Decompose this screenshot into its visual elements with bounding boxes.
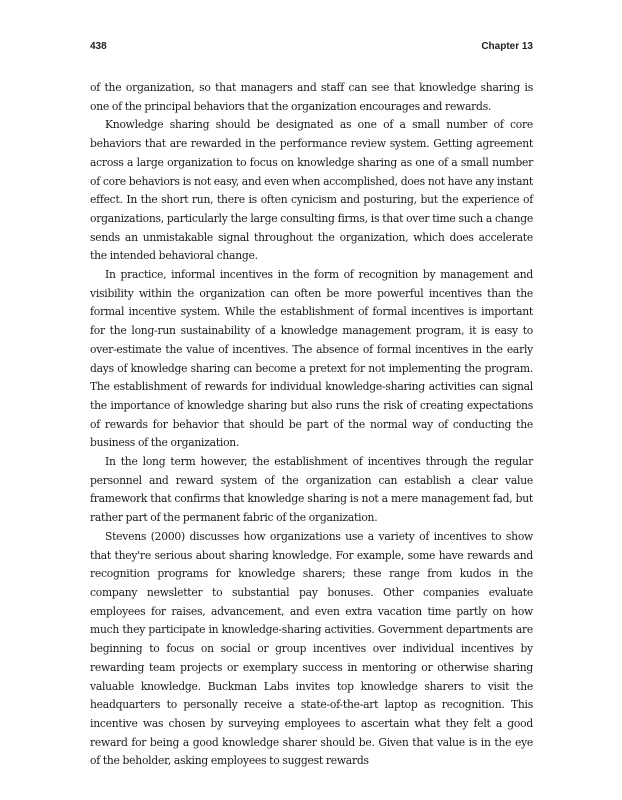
- paragraph-informal-incentives: In practice, informal incentives in the form of recognition by management and visibility within the organization can often be more powerful incentives than the formal incentive system. While the establishment of formal incentives is important for the long-run sustainability of a knowledge management program, it is easy to over-estimate the value of incentives. The absence of formal incentives in the early days of knowledge sharing can become a pretext for not implementing the program. The establishment of rewards for individual knowledge-sharing activities can signal the importance of knowledge sharing but also runs the risk of creating expectations of rewards for behavior that should be part of the normal way of conducting the business of the organization.: [90, 268, 533, 450]
- body-text: [90, 79, 533, 771]
- chapter-label: Chapter 13: [481, 41, 533, 52]
- running-header: [90, 41, 533, 55]
- paragraph-continuation: of the organization, so that managers and staff can see that knowledge sharing is one of the principal behaviors that the organization encourages and rewards.: [90, 81, 533, 113]
- paragraph-long-term: In the long term however, the establishment of incentives through the regular personnel and reward system of the organization can establish a clear value framework that confirms that knowledge sharing is not a mere management fad, but rather part of the permanent fabric of the organization.: [90, 455, 533, 525]
- paragraph-core-behaviors: Knowledge sharing should be designated as one of a small number of core behaviors that are rewarded in the performance review system. Getting agreement across a large organization to focus on knowledge sharing as one of a small number of core behaviors is not easy, and even when accomplished, does not have any instant effect. In the short run, there is often cynicism and posturing, but the experience of organizations, particularly the large consulting firms, is that over time such a change sends an unmistakable signal throughout the organization, which does accelerate the intended behavioral change.: [90, 118, 533, 263]
- paragraph-stevens: Stevens (2000) discusses how organizations use a variety of incentives to show that they're serious about sharing knowledge. For example, some have rewards and recognition programs for knowledge sharers; these range from kudos in the company newsletter to substantial pay bonuses. Other companies evaluate employees for raises, advancement, and even extra vacation time partly on how much they participate in knowledge-sharing activities. Government departments are beginning to focus on social or group incentives over individual incentives by rewarding team projects or exemplary success in mentoring or otherwise sharing valuable knowledge. Buckman Labs invites top knowledge sharers to visit the headquarters to personally receive a state-of-the-art laptop as recognition. This incentive was chosen by surveying employees to ascertain what they felt a good reward for being a good knowledge sharer should be. Given that value is in the eye of the beholder, asking employees to suggest rewards: [90, 529, 533, 768]
- page-number: 438: [90, 41, 107, 52]
